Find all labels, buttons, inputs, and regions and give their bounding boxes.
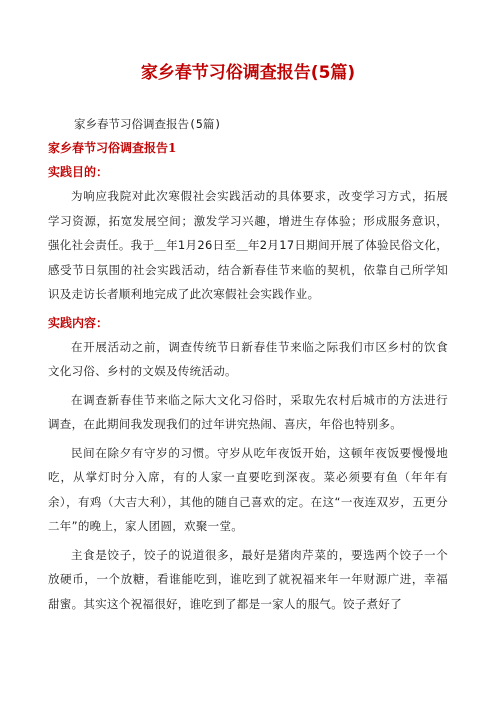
document-subtitle: 家乡春节习俗调查报告(5篇)	[74, 117, 222, 131]
purpose-paragraph: 为响应我院对此次寒假社会实践活动的具体要求，改变学习方式，拓展学习资源，拓宽发展空间；激发学习兴趣，增进生存体验；形成服务意识，强化社会责任。我于＿年1月26日至＿年2月17日期间开展了体验民俗文化，感受节日氛围的社会实践活动，结合新春佳节来临的契机，依靠自己所学知识及走访长者顺利地完成了此次寒假社会实践作业。	[48, 189, 448, 301]
document-title: 家乡春节习俗调查报告(5篇)	[140, 63, 356, 83]
content-paragraph: 在调查新春佳节来临之际大文化习俗时，采取先农村后城市的方法进行调查，在此期间我发现我们的过年讲究热闹、喜庆，年俗也特别多。	[48, 392, 448, 431]
content-paragraph: 民间在除夕有守岁的习惯。守岁从吃年夜饭开始，这顿年夜饭要慢慢地吃，从掌灯时分入席，有的人家一直要吃到深夜。菜必须要有鱼（年年有余），有鸡（大吉大利），其他的随自己喜欢的定。在这“一夜连双岁，五更分二年”的晚上，家人团圆，欢聚一堂。	[48, 445, 448, 533]
content-heading: 实践内容：	[48, 315, 109, 330]
content-paragraph: 在开展活动之前，调查传统节日新春佳节来临之际我们市区乡村的饮食文化习俗、乡村的文娱及传统活动。	[48, 339, 448, 378]
purpose-heading: 实践目的：	[48, 165, 109, 179]
content-paragraph: 主食是饺子，饺子的说道很多，最好是猪肉芹菜的，要选两个饺子一个放硬币，一个放糖，看谁能吃到，谁吃到了就祝福来年一年财源广进，幸福甜蜜。其实这个祝福很好，谁吃到了都是一家人的服气。饺子煮好了	[48, 547, 448, 611]
section-heading: 家乡春节习俗调查报告1	[48, 141, 177, 155]
